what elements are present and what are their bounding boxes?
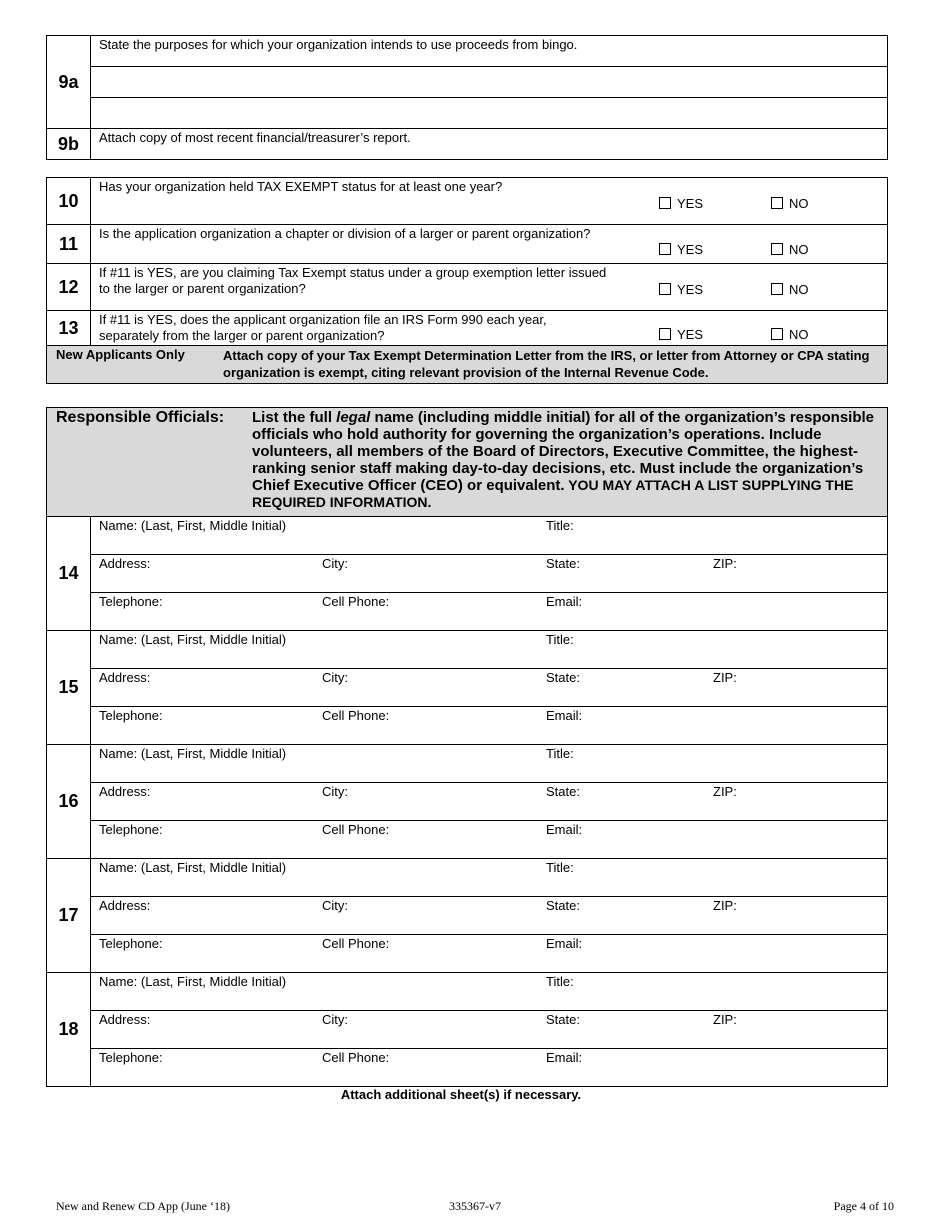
name-row[interactable] <box>91 631 888 669</box>
name-label: Name: (Last, First, Middle Initial) <box>99 746 287 761</box>
name-row[interactable] <box>91 517 888 555</box>
yes-checkbox[interactable] <box>659 282 703 297</box>
state-label: State: <box>546 1012 580 1027</box>
name-row[interactable] <box>91 859 888 897</box>
question-number-9a: 9a <box>47 36 91 129</box>
official-number: 18 <box>47 973 91 1087</box>
yes-checkbox[interactable] <box>659 196 703 211</box>
state-label: State: <box>546 670 580 685</box>
question-9a-text: State the purposes for which your organization intends to use proceeds from bingo. <box>91 36 888 67</box>
official-block-15 <box>46 630 888 745</box>
new-applicants-label: New Applicants Only <box>56 347 185 362</box>
address-row[interactable] <box>91 783 888 821</box>
city-label: City: <box>322 556 348 571</box>
answer-line-9a-1[interactable] <box>91 67 888 98</box>
new-applicants-row <box>47 346 888 384</box>
telephone-label: Telephone: <box>99 936 163 951</box>
yes-label: YES <box>677 196 704 211</box>
question-row-11 <box>91 225 888 264</box>
cell-phone-label: Cell Phone: <box>322 936 390 951</box>
phone-row[interactable] <box>91 935 888 973</box>
question-number: 12 <box>47 264 91 311</box>
telephone-label: Telephone: <box>99 1050 163 1065</box>
no-checkbox[interactable] <box>771 327 809 342</box>
name-label: Name: (Last, First, Middle Initial) <box>99 518 287 533</box>
no-label: NO <box>789 242 809 257</box>
zip-label: ZIP: <box>713 784 737 799</box>
cell-phone-label: Cell Phone: <box>322 594 390 609</box>
name-row[interactable] <box>91 745 888 783</box>
question-row-12 <box>91 264 888 311</box>
title-label: Title: <box>546 860 574 875</box>
header-text-start: List the full <box>252 409 337 426</box>
state-label: State: <box>546 784 580 799</box>
zip-label: ZIP: <box>713 670 737 685</box>
questions-10-13-table <box>46 177 888 384</box>
attach-note: Attach additional sheet(s) if necessary. <box>340 1087 582 1102</box>
cell-phone-label: Cell Phone: <box>322 822 390 837</box>
checkbox-icon <box>771 197 783 209</box>
responsible-officials-table <box>46 407 888 517</box>
yes-checkbox[interactable] <box>659 327 703 342</box>
name-label: Name: (Last, First, Middle Initial) <box>99 974 287 989</box>
yes-label: YES <box>677 242 704 257</box>
official-block-17 <box>46 858 888 973</box>
footer-right: Page 4 of 10 <box>833 1199 894 1213</box>
email-label: Email: <box>546 1050 583 1065</box>
question-row-10 <box>91 178 888 225</box>
title-label: Title: <box>546 746 574 761</box>
city-label: City: <box>322 670 348 685</box>
footer-left: New and Renew CD App (June ‘18) <box>56 1199 230 1213</box>
email-label: Email: <box>546 936 583 951</box>
officials-header <box>47 408 888 517</box>
checkbox-icon <box>659 197 671 209</box>
official-number: 14 <box>47 517 91 631</box>
cell-phone-label: Cell Phone: <box>322 708 390 723</box>
address-label: Address: <box>99 556 151 571</box>
checkbox-icon <box>659 328 671 340</box>
zip-label: ZIP: <box>713 898 737 913</box>
checkbox-icon <box>771 243 783 255</box>
no-label: NO <box>789 282 809 297</box>
title-label: Title: <box>546 974 574 989</box>
zip-label: ZIP: <box>713 1012 737 1027</box>
address-row[interactable] <box>91 897 888 935</box>
official-number: 15 <box>47 631 91 745</box>
address-label: Address: <box>99 784 151 799</box>
yes-label: YES <box>677 327 704 342</box>
checkbox-icon <box>659 283 671 295</box>
header-text-italic: legal <box>336 409 371 426</box>
question-number: 11 <box>47 225 91 264</box>
question-text: If #11 is YES, are you claiming Tax Exempt status under a group exemption letter issued to the larger or parent organization? <box>99 265 607 296</box>
email-label: Email: <box>546 822 583 837</box>
name-label: Name: (Last, First, Middle Initial) <box>99 860 287 875</box>
telephone-label: Telephone: <box>99 594 163 609</box>
question-text: Is the application organization a chapter or division of a larger or parent organization? <box>99 226 591 241</box>
city-label: City: <box>322 898 348 913</box>
new-applicants-text: Attach copy of your Tax Exempt Determination Letter from the IRS, or letter from Attorney or CPA stating organization is exempt, citing relevant provision of the Internal Revenue Code. <box>223 348 870 380</box>
title-label: Title: <box>546 518 574 533</box>
state-label: State: <box>546 556 580 571</box>
address-label: Address: <box>99 670 151 685</box>
question-number: 10 <box>47 178 91 225</box>
telephone-label: Telephone: <box>99 708 163 723</box>
no-label: NO <box>789 196 809 211</box>
yes-label: YES <box>677 282 704 297</box>
telephone-label: Telephone: <box>99 822 163 837</box>
question-9b-text: Attach copy of most recent financial/treasurer’s report. <box>91 129 888 160</box>
phone-row[interactable] <box>91 1049 888 1087</box>
name-label: Name: (Last, First, Middle Initial) <box>99 632 287 647</box>
officials-header-text <box>252 409 884 511</box>
yes-checkbox[interactable] <box>659 242 703 257</box>
official-block-18 <box>46 972 888 1087</box>
no-checkbox[interactable] <box>771 282 809 297</box>
phone-row[interactable] <box>91 821 888 859</box>
address-label: Address: <box>99 1012 151 1027</box>
header-text-rest: name (including middle initial) for all of the organization’s responsible officials who hold authority for governing the organization’s operations. Include volunteers, all members of the Board of Directors, Executive Committee, the highest-ranking senior staff making day-to-day decisions, etc. Must include the organization’s Chief Executive Officer (CEO) or equivalent. <box>252 409 875 494</box>
no-checkbox[interactable] <box>771 196 809 211</box>
officials-header-label: Responsible Officials: <box>56 409 225 426</box>
cell-phone-label: Cell Phone: <box>322 1050 390 1065</box>
checkbox-icon <box>771 328 783 340</box>
address-row[interactable] <box>91 1011 888 1049</box>
address-row[interactable] <box>91 555 888 593</box>
header-text-caps: YOU MAY ATTACH A LIST SUPPLYING THE REQUIRED INFORMATION. <box>252 477 854 510</box>
no-label: NO <box>789 327 809 342</box>
official-number: 16 <box>47 745 91 859</box>
phone-row[interactable] <box>91 593 888 631</box>
no-checkbox[interactable] <box>771 242 809 257</box>
footer-center: 335367-v7 <box>449 1199 501 1213</box>
question-9-table <box>46 35 888 160</box>
question-number-9b: 9b <box>47 129 91 160</box>
city-label: City: <box>322 1012 348 1027</box>
address-row[interactable] <box>91 669 888 707</box>
zip-label: ZIP: <box>713 556 737 571</box>
question-number: 13 <box>47 311 91 346</box>
title-label: Title: <box>546 632 574 647</box>
question-row-13 <box>91 311 888 346</box>
official-block-14 <box>46 516 888 631</box>
state-label: State: <box>546 898 580 913</box>
checkbox-icon <box>771 283 783 295</box>
answer-line-9a-2[interactable] <box>91 98 888 129</box>
question-text: Has your organization held TAX EXEMPT status for at least one year? <box>99 179 503 194</box>
official-block-16 <box>46 744 888 859</box>
address-label: Address: <box>99 898 151 913</box>
email-label: Email: <box>546 708 583 723</box>
name-row[interactable] <box>91 973 888 1011</box>
question-text: If #11 is YES, does the applicant organization file an IRS Form 990 each year, separately from the larger or parent organization? <box>99 312 547 343</box>
official-number: 17 <box>47 859 91 973</box>
phone-row[interactable] <box>91 707 888 745</box>
email-label: Email: <box>546 594 583 609</box>
city-label: City: <box>322 784 348 799</box>
checkbox-icon <box>659 243 671 255</box>
